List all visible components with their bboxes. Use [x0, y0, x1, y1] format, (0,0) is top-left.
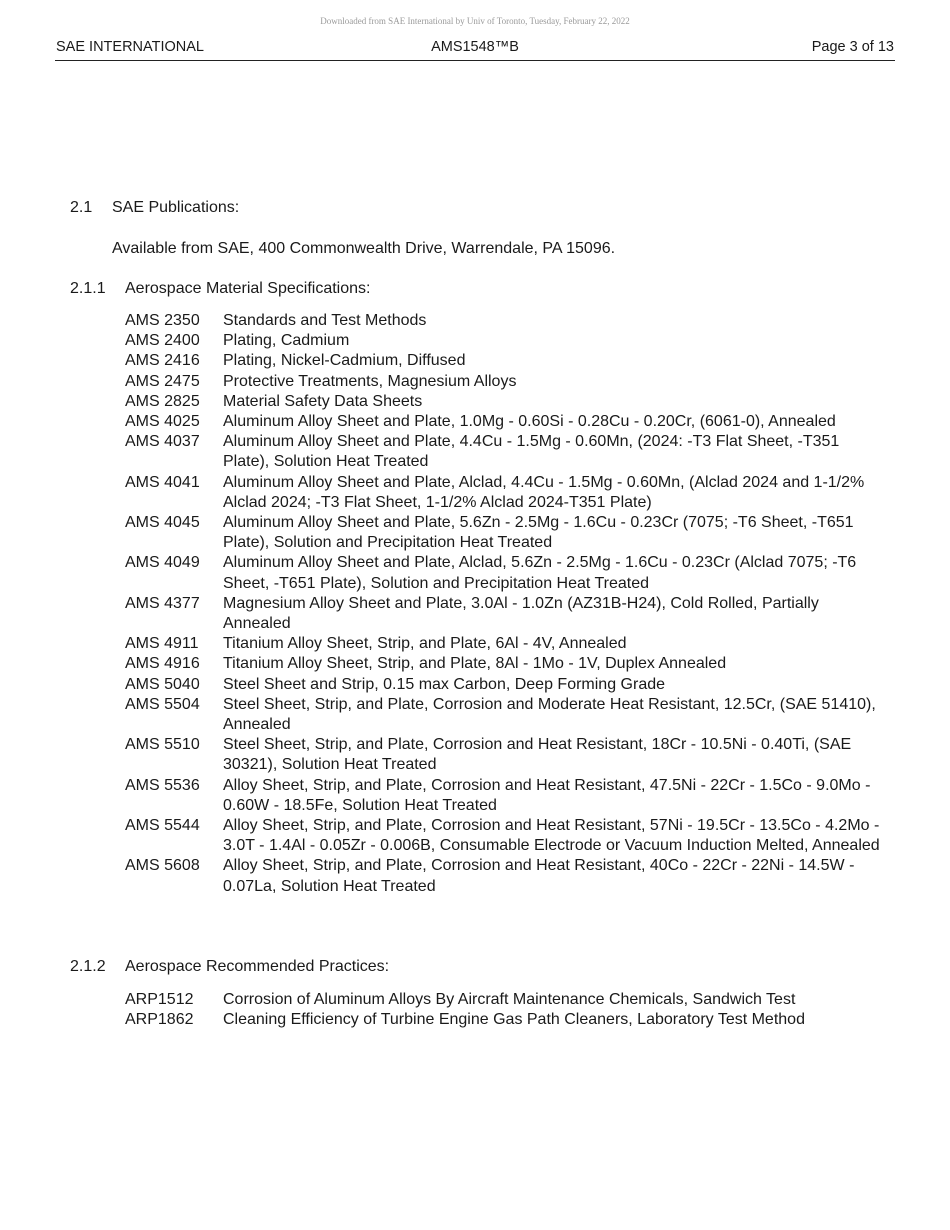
spec-description: Aluminum Alloy Sheet and Plate, 5.6Zn - 2.5Mg - 1.6Cu - 0.23Cr (7075; -T6 Sheet, -T651 Plate), Solution and Precipitation Heat Treated — [223, 514, 854, 552]
section-title: SAE Publications: — [112, 199, 240, 216]
list-item — [125, 1010, 885, 1030]
availability-text: Available from SAE, 400 Commonwealth Drive, Warrendale, PA 15096. — [112, 240, 616, 257]
section-2-1-2 — [70, 957, 890, 977]
list-item — [125, 735, 885, 775]
spec-code: AMS 2416 — [125, 352, 200, 370]
spec-code: AMS 5510 — [125, 736, 200, 754]
spec-description: Alloy Sheet, Strip, and Plate, Corrosion and Heat Resistant, 47.5Ni - 22Cr - 1.5Co - 9.0Mo - 0.60W - 18.5Fe, Solution Heat Treated — [223, 776, 871, 814]
section-number: 2.1.2 — [70, 958, 106, 975]
spec-description: Material Safety Data Sheets — [223, 392, 423, 410]
spec-description: Aluminum Alloy Sheet and Plate, 4.4Cu - 1.5Mg - 0.60Mn, (2024: -T3 Flat Sheet, -T351 Plate), Solution Heat Treated — [223, 433, 840, 471]
list-item — [125, 513, 885, 553]
spec-description: Aluminum Alloy Sheet and Plate, Alclad, 5.6Zn - 2.5Mg - 1.6Cu - 0.23Cr (Alclad 7075; -T6 Sheet, -T651 Plate), Solution and Precipitation Heat Treated — [223, 554, 857, 592]
spec-code: AMS 5544 — [125, 817, 200, 835]
spec-description: Titanium Alloy Sheet, Strip, and Plate, 6Al - 4V, Annealed — [223, 635, 627, 653]
spec-code: AMS 2475 — [125, 372, 200, 390]
spec-description: Aluminum Alloy Sheet and Plate, 1.0Mg - 0.60Si - 0.28Cu - 0.20Cr, (6061-0), Annealed — [223, 413, 836, 431]
spec-description: Alloy Sheet, Strip, and Plate, Corrosion and Heat Resistant, 57Ni - 19.5Cr - 13.5Co - 4.2Mo - 3.0T - 1.4Al - 0.05Zr - 0.006B, Consumable Electrode or Vacuum Induction Melted, Annealed — [223, 817, 880, 855]
spec-code: AMS 5504 — [125, 695, 200, 713]
arp-description: Corrosion of Aluminum Alloys By Aircraft Maintenance Chemicals, Sandwich Test — [223, 991, 796, 1008]
spec-code: AMS 4037 — [125, 433, 200, 451]
spec-code: AMS 2825 — [125, 392, 200, 410]
list-item — [125, 311, 885, 331]
list-item — [125, 776, 885, 816]
spec-description: Plating, Cadmium — [223, 332, 350, 350]
list-item — [125, 392, 885, 412]
spec-code: AMS 4377 — [125, 594, 200, 612]
arp-code: ARP1512 — [125, 991, 194, 1008]
spec-code: AMS 4916 — [125, 655, 200, 673]
list-item — [125, 816, 885, 856]
arp-code: ARP1862 — [125, 1011, 194, 1029]
spec-code: AMS 4025 — [125, 413, 200, 431]
spec-description: Alloy Sheet, Strip, and Plate, Corrosion and Heat Resistant, 40Co - 22Cr - 22Ni - 14.5W - 0.07La, Solution Heat Treated — [223, 857, 855, 895]
list-item — [125, 331, 885, 351]
spec-code: AMS 2400 — [125, 332, 200, 350]
spec-description: Steel Sheet, Strip, and Plate, Corrosion and Moderate Heat Resistant, 12.5Cr, (SAE 51410), Annealed — [223, 695, 876, 734]
spec-description: Plating, Nickel-Cadmium, Diffused — [223, 352, 466, 370]
section-number: 2.1 — [70, 199, 93, 216]
list-item — [125, 856, 885, 896]
spec-description: Protective Treatments, Magnesium Alloys — [223, 372, 517, 390]
arp-list — [125, 990, 885, 1030]
spec-description: Standards and Test Methods — [223, 312, 427, 329]
section-2-1 — [70, 198, 890, 218]
list-item — [125, 695, 885, 735]
list-item — [125, 473, 885, 513]
spec-description: Magnesium Alloy Sheet and Plate, 3.0Al - 1.0Zn (AZ31B-H24), Cold Rolled, Partially Annealed — [223, 594, 819, 633]
list-item — [125, 594, 885, 634]
page-number: Page 3 of 13 — [811, 39, 894, 55]
spec-description: Steel Sheet and Strip, 0.15 max Carbon, Deep Forming Grade — [223, 675, 666, 693]
spec-description: Steel Sheet, Strip, and Plate, Corrosion and Heat Resistant, 18Cr - 10.5Ni - 0.40Ti, (SAE 30321), Solution Heat Treated — [223, 736, 852, 774]
spec-code: AMS 4045 — [125, 514, 200, 532]
section-title: Aerospace Material Specifications: — [125, 280, 371, 297]
spec-code: AMS 2350 — [125, 312, 200, 329]
spec-code: AMS 4049 — [125, 554, 200, 572]
section-title: Aerospace Recommended Practices: — [125, 958, 390, 975]
list-item — [125, 432, 885, 472]
spec-code: AMS 5536 — [125, 776, 200, 794]
ams-spec-list — [125, 311, 885, 897]
arp-description: Cleaning Efficiency of Turbine Engine Gas Path Cleaners, Laboratory Test Method — [223, 1011, 805, 1029]
list-item — [125, 372, 885, 392]
section-2-1-1 — [70, 279, 890, 299]
spec-description: Aluminum Alloy Sheet and Plate, Alclad, 4.4Cu - 1.5Mg - 0.60Mn, (Alclad 2024 and 1-1/2% Alclad 2024; -T3 Flat Sheet, 1-1/2% Alclad 2024-T351 Plate) — [223, 473, 865, 511]
spec-code: AMS 4911 — [125, 635, 199, 653]
list-item — [125, 990, 885, 1010]
spec-code: AMS 5040 — [125, 675, 200, 693]
publisher-name: SAE INTERNATIONAL — [56, 39, 204, 55]
list-item — [125, 675, 885, 695]
spec-description: Titanium Alloy Sheet, Strip, and Plate, 8Al - 1Mo - 1V, Duplex Annealed — [223, 655, 727, 673]
list-item — [125, 654, 885, 674]
list-item — [125, 412, 885, 432]
page-header — [55, 38, 895, 61]
spec-code: AMS 4041 — [125, 473, 200, 491]
list-item — [125, 553, 885, 593]
download-watermark: Downloaded from SAE International by Univ of Toronto, Tuesday, February 22, 2022 — [320, 16, 630, 26]
section-number: 2.1.1 — [70, 280, 106, 297]
list-item — [125, 634, 885, 654]
list-item — [125, 351, 885, 371]
document-id: AMS1548™B — [431, 39, 519, 55]
spec-code: AMS 5608 — [125, 857, 200, 875]
